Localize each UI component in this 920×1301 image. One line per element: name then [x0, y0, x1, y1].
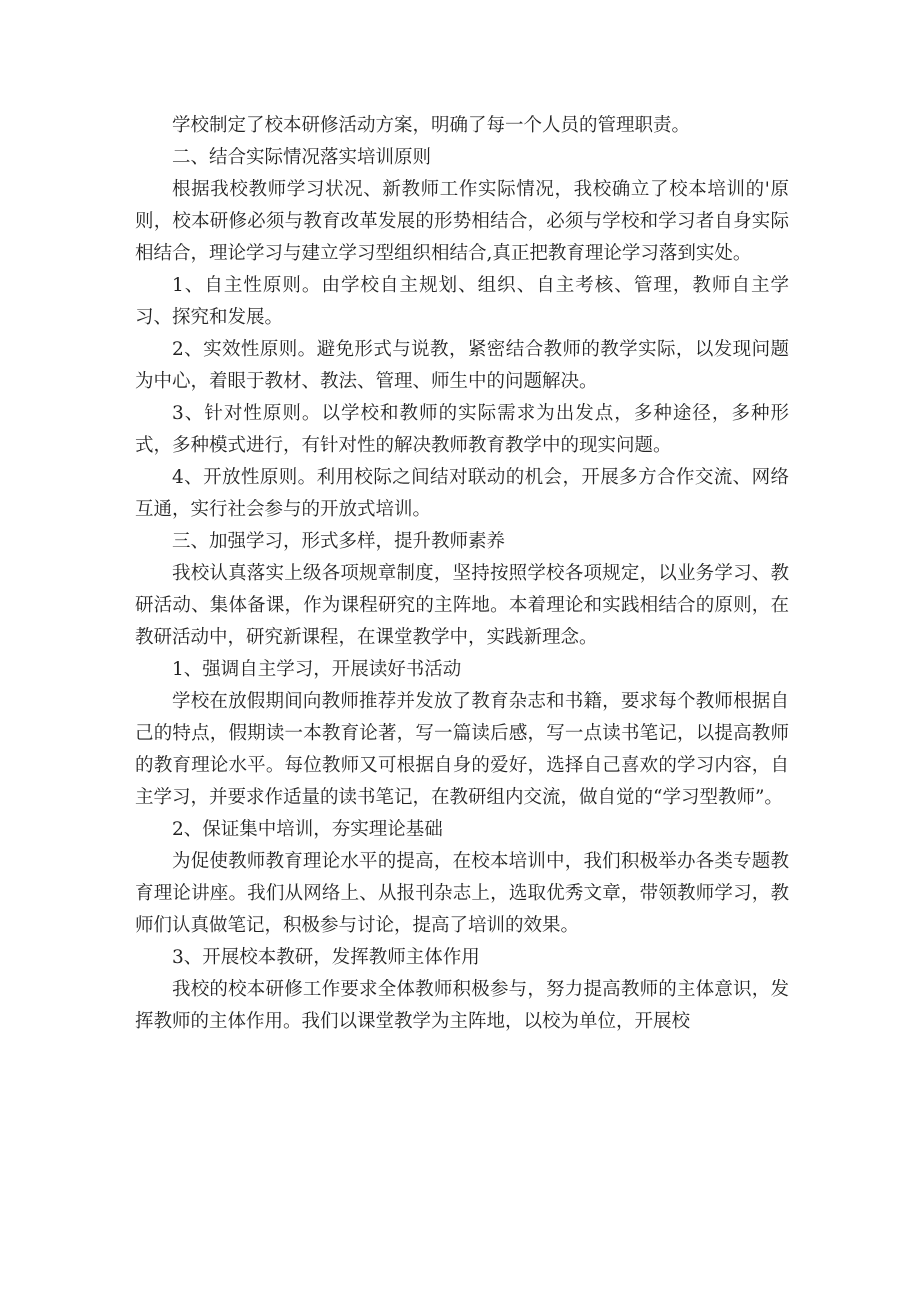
list-item: 2、实效性原则。避免形式与说教，紧密结合教师的教学实际，以发现问题为中心，着眼于教材、教法、管理、师生中的问题解决。 [135, 339, 789, 392]
list-item: 3、针对性原则。以学校和教师的实际需求为出发点，多种途径，多种形式，多种模式进行，有针对性的解决教师教育教学中的现实问题。 [135, 403, 789, 456]
paragraph: 我校认真落实上级各项规章制度，坚持按照学校各项规定，以业务学习、教研活动、集体备课，作为课程研究的主阵地。本着理论和实践相结合的原则，在教研活动中，研究新课程，在课堂教学中，实践新理念。 [135, 563, 789, 648]
paragraph: 我校的校本研修工作要求全体教师积极参与，努力提高教师的主体意识，发挥教师的主体作用。我们以课堂教学为主阵地，以校为单位，开展校 [135, 979, 789, 1032]
list-item: 1、自主性原则。由学校自主规划、组织、自主考核、管理，教师自主学习、探究和发展。 [135, 275, 789, 328]
document-body [135, 110, 789, 1038]
paragraph: 根据我校教师学习状况、新教师工作实际情况，我校确立了校本培训的'原则，校本研修必须与教育改革发展的形势相结合，必须与学校和学习者自身实际相结合，理论学习与建立学习型组织相结合,真正把教育理论学习落到实处。 [135, 179, 789, 264]
paragraph: 为促使教师教育理论水平的提高，在校本培训中，我们积极举办各类专题教育理论讲座。我们从网络上、从报刊杂志上，选取优秀文章，带领教师学习，教师们认真做笔记，积极参与讨论，提高了培训的效果。 [135, 851, 789, 936]
section-heading: 三、加强学习，形式多样，提升教师素养 [172, 531, 506, 552]
paragraph: 学校在放假期间向教师推荐并发放了教育杂志和书籍，要求每个教师根据自己的特点，假期读一本教育论著，写一篇读后感，写一点读书笔记，以提高教师的教育理论水平。每位教师又可根据自身的爱好，选择自己喜欢的学习内容，自主学习，并要求作适量的读书笔记，在教研组内交流，做自觉的“学习型教师”。 [135, 691, 789, 808]
subsection-heading: 2、保证集中培训，夯实理论基础 [172, 819, 443, 840]
subsection-heading: 1、强调自主学习，开展读好书活动 [172, 659, 462, 680]
paragraph: 学校制定了校本研修活动方案，明确了每一个人员的管理职责。 [172, 115, 691, 136]
section-heading: 二、结合实际情况落实培训原则 [172, 147, 432, 168]
subsection-heading: 3、开展校本教研，发挥教师主体作用 [172, 947, 480, 968]
list-item: 4、开放性原则。利用校际之间结对联动的机会，开展多方合作交流、网络互通，实行社会参与的开放式培训。 [135, 467, 789, 520]
